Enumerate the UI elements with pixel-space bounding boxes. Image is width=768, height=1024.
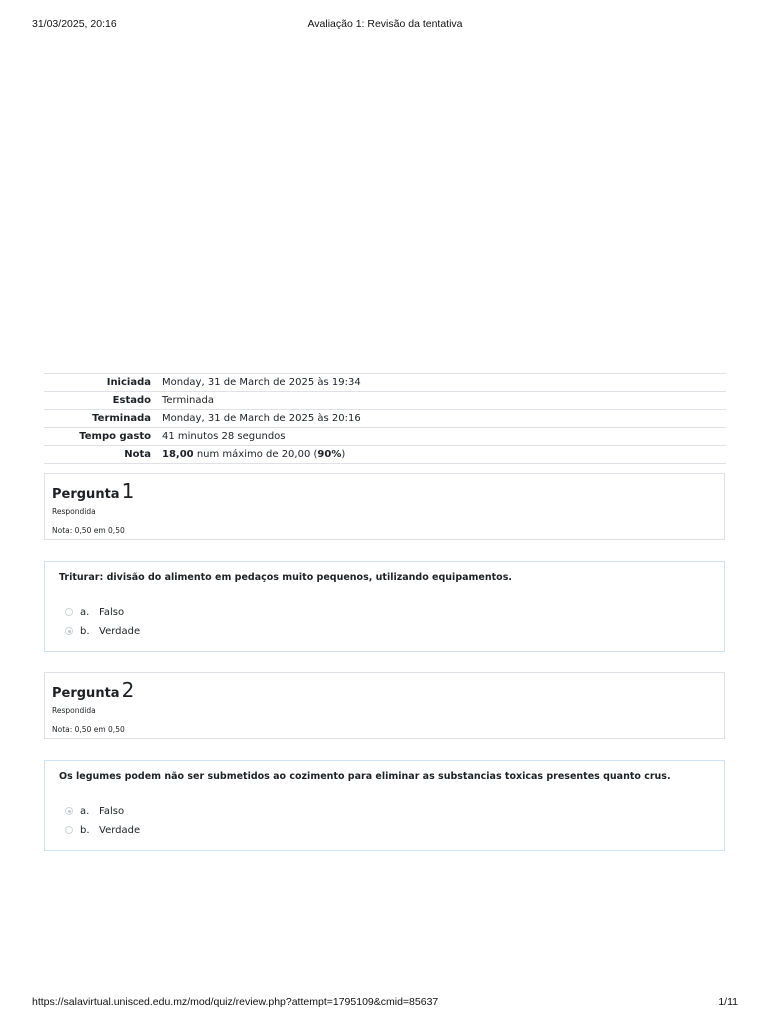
question-heading: Pergunta <box>52 686 120 701</box>
summary-row-state <box>44 392 726 410</box>
summary-value: Monday, 31 de March de 2025 às 19:34 <box>162 374 726 392</box>
summary-value: Monday, 31 de March de 2025 às 20:16 <box>162 410 726 428</box>
attempt-summary-table <box>44 373 726 464</box>
radio-button-checked[interactable] <box>65 807 73 815</box>
print-header <box>32 18 738 32</box>
summary-label: Tempo gasto <box>44 428 162 446</box>
radio-button[interactable] <box>65 826 73 834</box>
question-text: Triturar: divisão do alimento em pedaços muito pequenos, utilizando equipamentos. <box>59 572 512 583</box>
question-text: Os legumes podem não ser submetidos ao cozimento para eliminar as substancias toxicas presentes quanto crus. <box>59 771 671 782</box>
answer-letter: a. <box>80 806 90 817</box>
answer-label: Falso <box>99 607 125 618</box>
answer-letter: b. <box>80 626 90 637</box>
question-1-info <box>44 473 725 540</box>
question-2-content <box>44 760 725 851</box>
question-state: Respondida <box>52 507 96 516</box>
answer-label: Verdade <box>99 626 141 637</box>
print-page-title: Avaliação 1: Revisão da tentativa <box>307 18 463 30</box>
question-heading: Pergunta <box>52 487 120 502</box>
summary-row-started <box>44 374 726 392</box>
answer-letter: b. <box>80 825 90 836</box>
summary-value: 41 minutos 28 segundos <box>162 428 726 446</box>
radio-button[interactable] <box>65 608 73 616</box>
grade-close-paren: ) <box>341 449 346 460</box>
page-url: https://salavirtual.unisced.edu.mz/mod/quiz/review.php?attempt=1795109&cmid=85637 <box>32 996 439 1008</box>
answer-label: Falso <box>99 806 125 817</box>
summary-row-time-taken <box>44 428 726 446</box>
question-state: Respondida <box>52 706 96 715</box>
answer-letter: a. <box>80 607 90 618</box>
summary-value: Terminada <box>162 392 726 410</box>
page-counter: 1/11 <box>718 996 738 1008</box>
summary-grade-value <box>162 446 726 464</box>
question-2-info <box>44 672 725 739</box>
summary-label: Estado <box>44 392 162 410</box>
summary-label: Nota <box>44 446 162 464</box>
print-datetime: 31/03/2025, 20:16 <box>32 18 117 30</box>
grade-score: 18,00 <box>162 449 194 460</box>
print-footer <box>32 996 738 1010</box>
summary-label: Terminada <box>44 410 162 428</box>
summary-label: Iniciada <box>44 374 162 392</box>
grade-percent: 90% <box>317 449 342 460</box>
question-number <box>52 678 134 702</box>
grade-max-text: num máximo de 20,00 ( <box>193 449 318 460</box>
question-number <box>52 479 134 503</box>
radio-button-checked[interactable] <box>65 627 73 635</box>
summary-row-completed <box>44 410 726 428</box>
question-number-value: 1 <box>121 479 135 503</box>
question-grade: Nota: 0,50 em 0,50 <box>52 725 125 734</box>
question-grade: Nota: 0,50 em 0,50 <box>52 526 125 535</box>
question-1-content <box>44 561 725 652</box>
summary-row-grade <box>44 446 726 464</box>
question-number-value: 2 <box>121 678 135 702</box>
answer-label: Verdade <box>99 825 141 836</box>
